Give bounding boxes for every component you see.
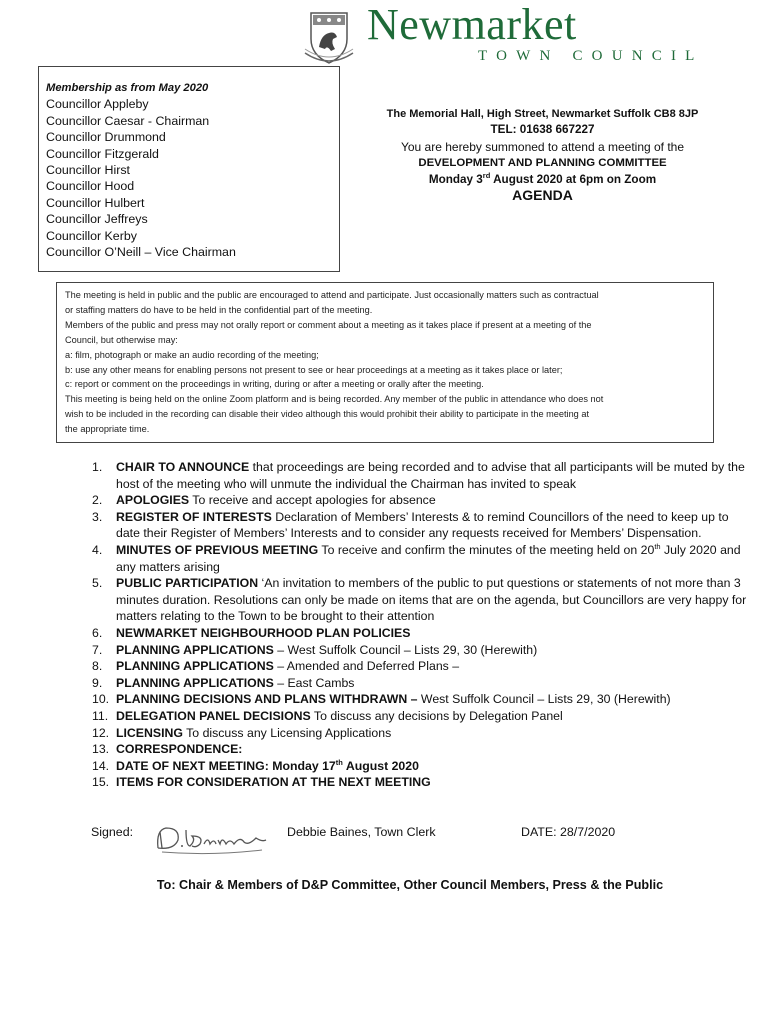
agenda-item-text: [116, 708, 752, 725]
agenda-item-number: 2.: [92, 493, 103, 508]
agenda-item-number: 10.: [92, 692, 110, 707]
member-row: Councillor Fitzgerald: [46, 146, 159, 161]
agenda-item-number: 4.: [92, 542, 103, 557]
agenda-item: [92, 509, 752, 542]
agenda-item-title: DATE OF NEXT MEETING: Monday 17: [116, 758, 336, 773]
agenda-item-title: August 2020: [342, 758, 419, 773]
agenda-item-title: PLANNING APPLICATIONS: [116, 659, 274, 674]
agenda-item: [92, 575, 752, 625]
agenda-item: [92, 691, 752, 708]
agenda-list: [92, 459, 752, 791]
agenda-item-text: [116, 575, 752, 625]
agenda-item-description: To discuss any Licensing Applications: [182, 725, 392, 740]
agenda-item-title: LICENSING: [116, 725, 183, 740]
clerk-name: Debbie Baines, Town Clerk: [287, 825, 436, 839]
agenda-item-description: – West Suffolk Council – Lists 29, 30 (Herewith): [273, 642, 538, 657]
member-row: Councillor Jeffreys: [46, 212, 148, 227]
agenda-item-text: [116, 459, 752, 492]
meeting-address: The Memorial Hall, High Street, Newmarket Suffolk CB8 8JP: [386, 108, 699, 120]
agenda-item-text: [116, 758, 752, 775]
notice-line: This meeting is being held on the online Zoom platform and is being recorded. Any member of the public in attendance who does not: [65, 394, 604, 405]
member-row: Councillor O’Neill – Vice Chairman: [46, 245, 236, 260]
signed-label: Signed:: [91, 825, 134, 839]
agenda-item-superscript: th: [654, 541, 661, 551]
meeting-date: Monday 3rd August 2020 at 6pm on Zoom: [428, 170, 657, 186]
agenda-item-text: [116, 542, 752, 575]
agenda-title: AGENDA: [512, 187, 573, 204]
notice-line: Council, but otherwise may:: [65, 334, 178, 345]
agenda-item-title: DELEGATION PANEL DECISIONS: [116, 708, 311, 723]
agenda-item: [92, 625, 752, 642]
agenda-item-text: [116, 741, 752, 758]
agenda-item-title: REGISTER OF INTERESTS: [116, 509, 272, 524]
notice-line: The meeting is held in public and the public are encouraged to attend and participate. Just occasionally matters such as contractual: [65, 290, 599, 300]
agenda-item-title: PUBLIC PARTICIPATION: [116, 576, 259, 591]
meeting-telephone: TEL: 01638 667227: [490, 123, 595, 137]
agenda-item-text: [116, 774, 752, 791]
membership-heading: Membership as from May 2020: [46, 82, 209, 94]
agenda-item-number: 11.: [92, 708, 109, 723]
member-row: Councillor Appleby: [46, 97, 149, 112]
agenda-item-number: 6.: [92, 625, 103, 640]
logo-subtitle: TOWN COUNCIL: [478, 48, 704, 64]
agenda-item-number: 8.: [92, 659, 103, 674]
notice-line: or staffing matters do have to be held in the confidential part of the meeting.: [65, 304, 373, 315]
agenda-item-title: MINUTES OF PREVIOUS MEETING: [116, 542, 319, 557]
agenda-item: [92, 658, 752, 675]
committee-name: DEVELOPMENT AND PLANNING COMMITTEE: [418, 157, 667, 170]
agenda-item-text: [116, 642, 752, 659]
agenda-item-number: 5.: [92, 576, 103, 591]
agenda-item: [92, 774, 752, 791]
agenda-item-text: [116, 625, 752, 642]
notice-line: wish to be included in the recording can disable their video although this would prohibit their ability to participate in the meeting at: [65, 409, 590, 420]
agenda-item-description: that proceedings are being recorded and to advise that all participants will be muted by the host of the meeting who will unmute the individual the Chairman has invited to speak: [116, 460, 745, 491]
agenda-item-text: [116, 509, 752, 542]
agenda-item-number: 12.: [92, 725, 110, 740]
member-row: Councillor Kerby: [46, 228, 137, 243]
agenda-item-number: 15.: [92, 775, 110, 790]
agenda-item-title: NEWMARKET NEIGHBOURHOOD PLAN POLICIES: [116, 625, 411, 640]
logo-name: Newmarket: [367, 0, 577, 49]
agenda-item: [92, 542, 752, 575]
agenda-item: [92, 708, 752, 725]
notice-line: b: use any other means for enabling persons not present to see or hear proceedings at a meeting as it takes place or later;: [65, 364, 563, 375]
signoff-date: DATE: 28/7/2020: [521, 825, 616, 839]
agenda-item: [92, 492, 752, 509]
agenda-item: [92, 459, 752, 492]
member-row: Councillor Hulbert: [46, 195, 145, 210]
agenda-item-description: West Suffolk Council – Lists 29, 30 (Herewith): [417, 692, 671, 707]
agenda-item-number: 1.: [92, 460, 103, 474]
agenda-item-description: To receive and confirm the minutes of the meeting held on 20: [318, 542, 655, 557]
public-notice-box: [56, 282, 714, 443]
heraldic-horse-crest-icon: [303, 9, 355, 67]
agenda-item-description: – Amended and Deferred Plans –: [273, 659, 460, 674]
agenda-item-number: 9.: [92, 675, 103, 690]
agenda-item-title: APOLOGIES: [116, 493, 190, 508]
agenda-item-description: – East Cambs: [273, 675, 355, 690]
agenda-item-description: To receive and accept apologies for absence: [189, 493, 436, 508]
notice-line: c: report or comment on the proceedings in writing, during or after a meeting or orally after the meeting.: [65, 379, 484, 390]
agenda-item-number: 14.: [92, 758, 110, 773]
member-list: [46, 96, 339, 260]
membership-box: [38, 66, 340, 272]
agenda-item-title: CORRESPONDENCE:: [116, 742, 243, 757]
summons-text: You are hereby summoned to attend a meeting of the: [400, 139, 685, 154]
member-row: Councillor Hirst: [46, 163, 130, 178]
agenda-item-text: [116, 658, 752, 675]
notice-line: a: film, photograph or make an audio recording of the meeting;: [65, 349, 319, 360]
agenda-item-text: [116, 492, 752, 509]
agenda-item: [92, 725, 752, 742]
member-row: Councillor Drummond: [46, 130, 166, 145]
agenda-item-text: [116, 691, 752, 708]
agenda-item-description: ‘An invitation to members of the public to put questions or statements of not more than 3 minutes duration. Resolutions can only be made on items that are on the agenda, but Councillors are very happy for matters relating to the Town to be brought to their attention: [116, 576, 747, 624]
council-logo: [303, 0, 713, 71]
agenda-item: [92, 675, 752, 692]
agenda-item-title: CHAIR TO ANNOUNCE: [116, 460, 250, 474]
agenda-item-text: [116, 675, 752, 692]
notice-line: the appropriate time.: [65, 424, 150, 435]
distribution-footer: To: Chair & Members of D&P Committee, Other Council Members, Press & the Public: [156, 878, 664, 892]
agenda-item-superscript: th: [335, 757, 343, 767]
agenda-item-number: 3.: [92, 509, 103, 524]
notice-line: Members of the public and press may not orally report or comment about a meeting as it takes place if present at a meeting of the: [65, 319, 592, 330]
agenda-item-description: Declaration of Members’ Interests & to remind Councillors of the need to keep up to date their Register of Members’ Interests and to consider any requests received for Members’ Dispensation.: [116, 509, 729, 541]
agenda-item: [92, 758, 752, 775]
member-row: Councillor Caesar - Chairman: [46, 113, 210, 128]
agenda-item-title: PLANNING APPLICATIONS: [116, 642, 274, 657]
meeting-info: [345, 106, 740, 203]
agenda-item-title: PLANNING APPLICATIONS: [116, 675, 274, 690]
agenda-item: [92, 741, 752, 758]
agenda-item: [92, 642, 752, 659]
member-row: Councillor Hood: [46, 179, 135, 194]
agenda-item-title: PLANNING DECISIONS AND PLANS WITHDRAWN –: [116, 692, 418, 707]
agenda-item-description: To discuss any decisions by Delegation Panel: [310, 708, 563, 723]
signature-image: [152, 818, 272, 858]
agenda-item-number: 13.: [92, 742, 110, 757]
agenda-item-title: ITEMS FOR CONSIDERATION AT THE NEXT MEETING: [116, 775, 431, 790]
agenda-item-text: [116, 725, 752, 742]
agenda-item-description: July 2020 and any matters arising: [116, 542, 741, 574]
agenda-item-number: 7.: [92, 642, 103, 657]
